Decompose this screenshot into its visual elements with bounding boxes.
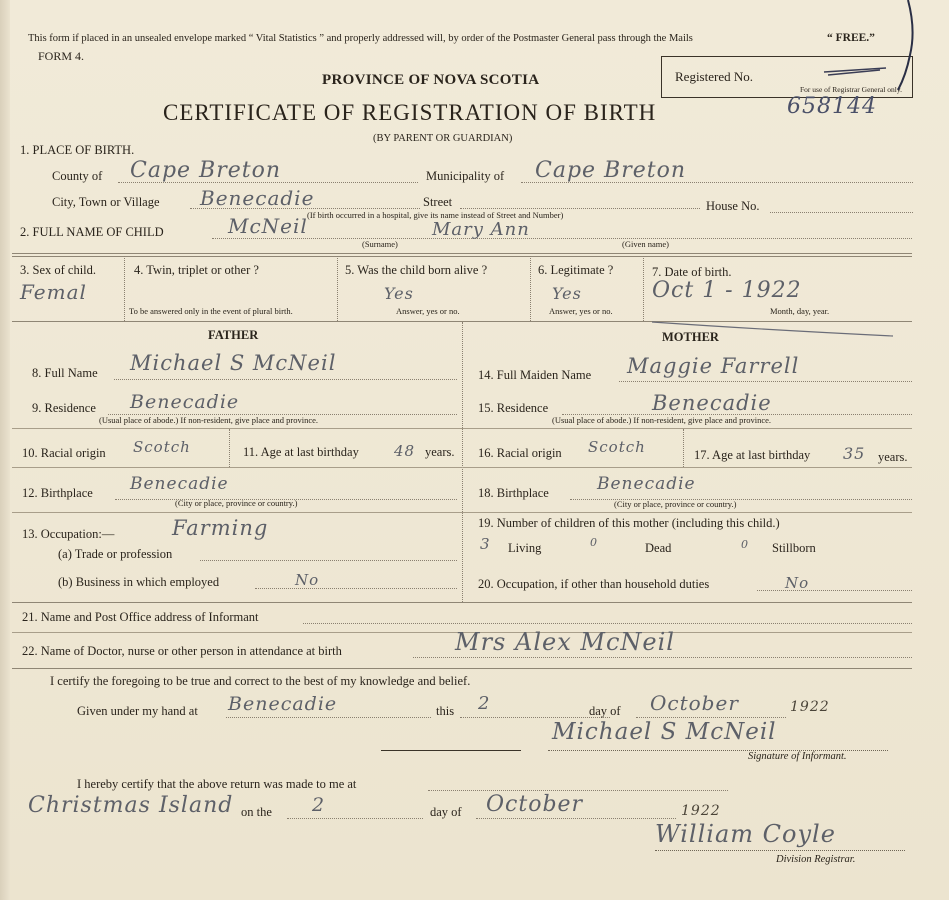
father-business-value: No [295, 571, 320, 589]
stillborn-label: Stillborn [772, 541, 816, 555]
divider-sex [124, 256, 125, 321]
registered-label: Registered No. [675, 69, 753, 84]
registrar-note: For use of Registrar General only. [800, 85, 902, 94]
mother-name-line [619, 381, 912, 382]
city-value: Benecadie [200, 186, 315, 210]
registrar-day-line [287, 818, 423, 819]
informant-certify-text: I certify the foregoing to be true and correct to the best of my knowledge and belief. [50, 674, 471, 688]
rule-mother-children [462, 512, 912, 513]
father-business-line [255, 588, 457, 589]
alive-note: Answer, yes or no. [396, 306, 460, 316]
registrar-day: 2 [312, 794, 326, 816]
mother-occ-label: 20. Occupation, if other than household duties [478, 577, 710, 591]
informant-label: 21. Name and Post Office address of Informant [22, 610, 259, 624]
registrar-sig-label: Division Registrar. [776, 854, 856, 865]
mother-years: years. [878, 450, 908, 464]
given-day-value: 2 [478, 693, 491, 714]
father-trade-line [200, 560, 457, 561]
father-name-label: 8. Full Name [32, 366, 98, 380]
registrar-year: 1922 [681, 803, 721, 819]
mother-age-label: 17. Age at last birthday [694, 448, 811, 462]
registrar-day-of: day of [430, 805, 462, 819]
mother-bp-label: 18. Birthplace [478, 486, 549, 500]
registrar-month: October [486, 792, 584, 817]
registrar-month-line [476, 818, 676, 819]
certificate-number: 658144 [787, 94, 877, 119]
divider-mother-age [683, 429, 684, 467]
doctor-line [413, 657, 912, 658]
mother-res-value: Benecadie [652, 391, 772, 415]
father-occ-label: 13. Occupation:— [22, 527, 115, 541]
day-of-label: day of [589, 704, 621, 718]
crossed-out-mark [820, 62, 890, 78]
rule-father-occ [12, 512, 462, 513]
rule-informant [12, 602, 912, 603]
house-line [770, 212, 913, 213]
father-bp-label: 12. Birthplace [22, 486, 93, 500]
mother-res-label: 15. Residence [478, 401, 549, 415]
this-label: this [436, 704, 455, 718]
father-name-line [114, 379, 457, 380]
child-given-name: Mary Ann [432, 219, 530, 240]
certificate-subtitle: (BY PARENT OR GUARDIAN) [373, 133, 513, 144]
sex-value: Femal [20, 280, 87, 304]
alive-label: 5. Was the child born alive ? [345, 263, 488, 277]
street-label: Street [423, 195, 453, 209]
hospital-note: (If birth occurred in a hospital, give its name instead of Street and Number) [307, 210, 564, 220]
father-name-value: Michael S McNeil [130, 351, 337, 375]
mother-name-label: 14. Full Maiden Name [478, 368, 592, 382]
municipality-value: Cape Breton [535, 158, 687, 183]
twin-note: To be answered only in the event of plural birth. [129, 306, 293, 316]
informant-signature: Michael S McNeil [552, 719, 777, 745]
on-the-label: on the [241, 805, 272, 819]
rule-mother-bp [462, 467, 912, 468]
divider-alive [530, 256, 531, 321]
father-heading: FATHER [208, 328, 259, 342]
county-label: County of [52, 169, 103, 183]
street-line [460, 208, 700, 209]
legit-value: Yes [552, 284, 582, 303]
parents-divider [462, 322, 463, 602]
father-racial-label: 10. Racial origin [22, 446, 106, 460]
stillborn-count: 0 [741, 538, 749, 551]
given-day-line [460, 717, 610, 718]
free-notice: “ FREE.” [827, 32, 875, 44]
mother-age-value: 35 [843, 444, 866, 463]
form-number: FORM 4. [38, 49, 85, 63]
child-name-line [212, 238, 912, 239]
registrar-signature: William Coyle [655, 820, 836, 848]
given-year-value: 1922 [790, 699, 830, 715]
witness-rule [381, 750, 521, 751]
sex-label: 3. Sex of child. [20, 263, 97, 277]
dob-note: Month, day, year. [770, 306, 830, 316]
given-under-label: Given under my hand at [77, 704, 198, 718]
informant-line [303, 623, 912, 624]
father-res-label: 9. Residence [32, 401, 96, 415]
registrar-certify-line [428, 790, 728, 791]
county-value: Cape Breton [130, 158, 282, 183]
father-res-value: Benecadie [130, 391, 240, 413]
dead-label: Dead [645, 541, 672, 555]
given-month-value: October [650, 691, 739, 715]
given-place-line [226, 717, 431, 718]
place-of-birth-heading: 1. PLACE OF BIRTH. [20, 143, 135, 157]
dead-count: 0 [590, 536, 598, 549]
doctor-label: 22. Name of Doctor, nurse or other person in attendance at birth [22, 644, 342, 658]
doctor-value: Mrs Alex McNeil [455, 628, 675, 656]
registrar-place: Christmas Island [28, 793, 234, 818]
father-racial-value: Scotch [133, 438, 191, 456]
rule-father-racial [12, 428, 462, 429]
father-age-value: 48 [394, 442, 416, 460]
informant-sig-label: Signature of Informant. [748, 751, 847, 762]
registrar-certify-text: I hereby certify that the above return was made to me at [77, 777, 357, 791]
father-bp-note: (City or place, province or country.) [175, 498, 298, 508]
mother-name-value: Maggie Farrell [627, 354, 800, 378]
child-name-label: 2. FULL NAME OF CHILD [20, 225, 164, 239]
given-note: (Given name) [622, 239, 669, 249]
mother-heading: MOTHER [662, 330, 719, 344]
city-label: City, Town or Village [52, 195, 160, 209]
registrar-sig-line [655, 850, 905, 851]
mother-res-note: (Usual place of abode.) If non-resident, give place and province. [552, 415, 772, 425]
rule-mother-racial [462, 428, 912, 429]
dob-value: Oct 1 - 1922 [652, 278, 802, 303]
dob-label: 7. Date of birth. [652, 265, 732, 279]
mother-racial-label: 16. Racial origin [478, 446, 562, 460]
postal-notice: This form if placed in an unsealed envelope marked “ Vital Statistics ” and properly addressed will, by order of the Postmaster General pass through the Mails [28, 33, 693, 44]
mother-occ-value: No [785, 574, 810, 592]
pen-stroke-mark [890, 0, 920, 100]
legit-note: Answer, yes or no. [549, 306, 613, 316]
mother-bp-note: (City or place, province or country.) [614, 499, 737, 509]
rule-father-bp [12, 467, 462, 468]
living-count: 3 [480, 535, 491, 553]
divider-father-age [229, 429, 230, 467]
surname-note: (Surname) [362, 239, 398, 249]
living-label: Living [508, 541, 542, 555]
given-place-value: Benecadie [228, 693, 338, 715]
father-trade-value: Farming [172, 516, 269, 540]
divider-legit [643, 256, 644, 321]
father-bp-value: Benecadie [130, 474, 229, 494]
dob-underline-stroke [648, 318, 898, 338]
mother-occ-line [757, 590, 912, 591]
legit-label: 6. Legitimate ? [538, 263, 614, 277]
given-month-line [636, 717, 786, 718]
divider-twin [337, 256, 338, 321]
mother-racial-value: Scotch [588, 438, 646, 456]
father-res-note: (Usual place of abode.) If non-resident, give place and province. [99, 415, 319, 425]
father-age-label: 11. Age at last birthday [243, 445, 359, 459]
father-business-label: (b) Business in which employed [58, 575, 220, 589]
father-trade-label: (a) Trade or profession [58, 547, 173, 561]
province-heading: PROVINCE OF NOVA SCOTIA [322, 72, 540, 88]
certificate-title: CERTIFICATE OF REGISTRATION OF BIRTH [163, 100, 657, 125]
children-label: 19. Number of children of this mother (including this child.) [478, 516, 780, 530]
rule-certify [12, 668, 912, 669]
twin-label: 4. Twin, triplet or other ? [134, 263, 259, 277]
rule-top-row-double [12, 256, 912, 257]
rule-top-row [12, 253, 912, 254]
child-surname: McNeil [228, 214, 308, 238]
page-fold-shadow [0, 0, 10, 900]
municipality-label: Municipality of [426, 169, 505, 183]
father-years: years. [425, 445, 455, 459]
mother-bp-value: Benecadie [597, 474, 696, 494]
alive-value: Yes [384, 284, 414, 303]
house-label: House No. [706, 199, 760, 213]
